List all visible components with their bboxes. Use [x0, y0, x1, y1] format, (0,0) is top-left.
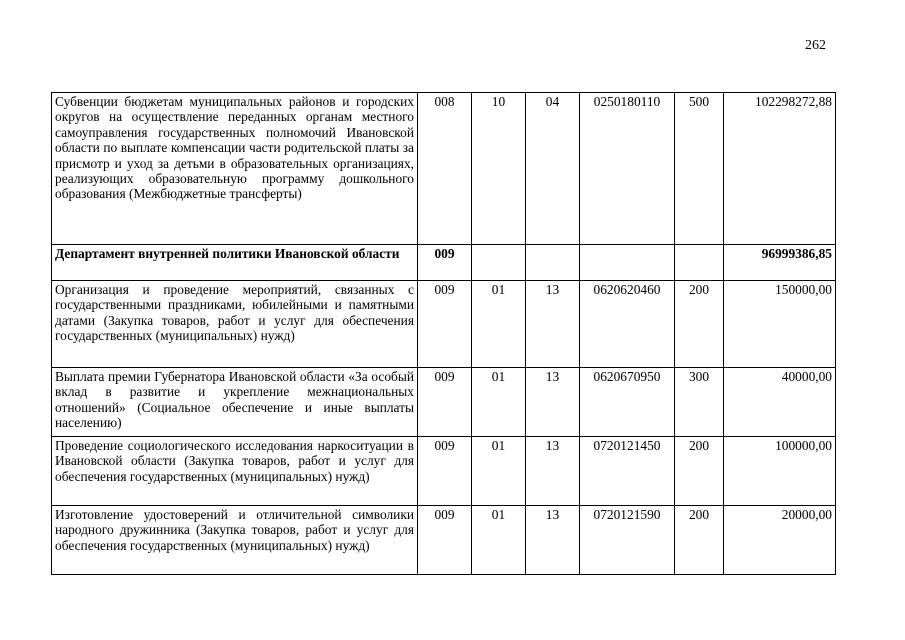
target-article-code: 0620620460	[580, 281, 675, 368]
expense-description: Выплата премии Губернатора Ивановской области «За особый вклад в развитие и укрепление межнациональных отношений» (Социальное обеспечение и иные выплаты населению)	[52, 368, 418, 437]
section-code: 01	[472, 506, 526, 575]
ministry-code: 009	[418, 368, 472, 437]
department-row	[52, 245, 836, 281]
ministry-code: 009	[418, 245, 472, 281]
section-code: 01	[472, 437, 526, 506]
budget-table	[51, 92, 836, 575]
target-article-code: 0620670950	[580, 368, 675, 437]
section-code: 01	[472, 368, 526, 437]
amount-cell: 96999386,85	[724, 245, 836, 281]
expense-type-code	[675, 245, 724, 281]
table-row	[52, 437, 836, 506]
subsection-code	[526, 245, 580, 281]
subsection-code: 13	[526, 437, 580, 506]
page-number: 262	[805, 38, 826, 53]
section-code	[472, 245, 526, 281]
table-row	[52, 93, 836, 245]
expense-type-code: 200	[675, 506, 724, 575]
ministry-code: 009	[418, 437, 472, 506]
subsection-code: 13	[526, 281, 580, 368]
target-article-code: 0720121450	[580, 437, 675, 506]
target-article-code: 0720121590	[580, 506, 675, 575]
expense-description: Проведение социологического исследования наркоситуации в Ивановской области (Закупка товаров, работ и услуг для обеспечения государственных (муниципальных) нужд)	[52, 437, 418, 506]
amount-cell: 102298272,88	[724, 93, 836, 245]
expense-type-code: 200	[675, 437, 724, 506]
target-article-code: 0250180110	[580, 93, 675, 245]
table-row	[52, 506, 836, 575]
expense-description: Изготовление удостоверений и отличительной символики народного дружинника (Закупка товаров, работ и услуг для обеспечения государственных (муниципальных) нужд)	[52, 506, 418, 575]
subsection-code: 13	[526, 368, 580, 437]
amount-cell: 40000,00	[724, 368, 836, 437]
amount-cell: 150000,00	[724, 281, 836, 368]
amount-cell: 100000,00	[724, 437, 836, 506]
table-row	[52, 281, 836, 368]
expense-type-code: 500	[675, 93, 724, 245]
section-code: 10	[472, 93, 526, 245]
department-name: Департамент внутренней политики Ивановской области	[52, 245, 418, 281]
subsection-code: 04	[526, 93, 580, 245]
subsection-code: 13	[526, 506, 580, 575]
expense-description: Субвенции бюджетам муниципальных районов и городских округов на осуществление переданных органам местного самоуправления государственных полномочий Ивановской области по выплате компенсации части родительской платы за присмотр и уход за детьми в образовательных организациях, реализующих образовательную программу дошкольного образования (Межбюджетные трансферты)	[52, 93, 418, 245]
expense-type-code: 300	[675, 368, 724, 437]
section-code: 01	[472, 281, 526, 368]
expense-type-code: 200	[675, 281, 724, 368]
ministry-code: 008	[418, 93, 472, 245]
table-row	[52, 368, 836, 437]
expense-description: Организация и проведение мероприятий, связанных с государственными праздниками, юбилейными и памятными датами (Закупка товаров, работ и услуг для обеспечения государственных (муниципальных) нужд)	[52, 281, 418, 368]
ministry-code: 009	[418, 506, 472, 575]
ministry-code: 009	[418, 281, 472, 368]
target-article-code	[580, 245, 675, 281]
amount-cell: 20000,00	[724, 506, 836, 575]
